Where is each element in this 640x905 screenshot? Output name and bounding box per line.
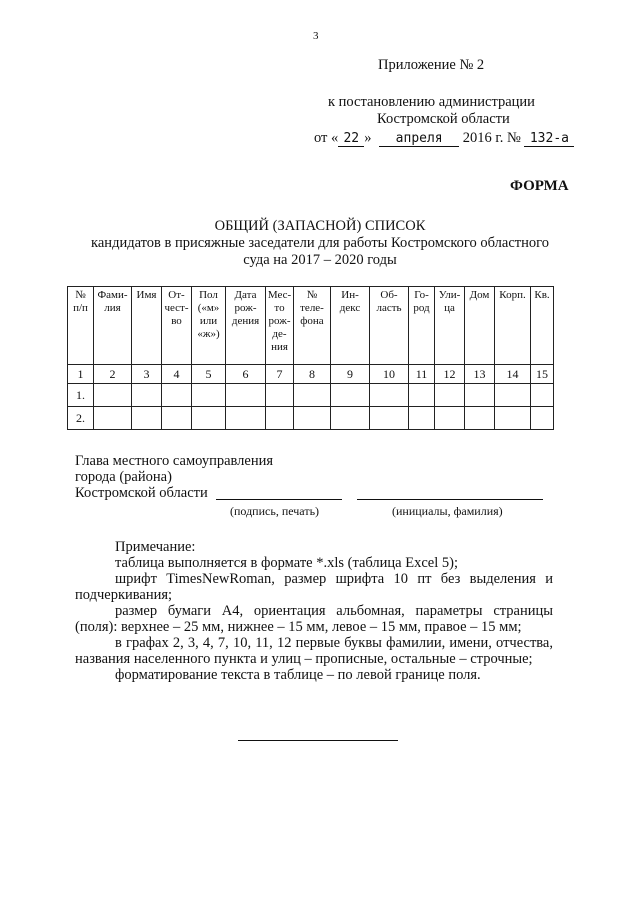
column-number: 1 bbox=[68, 365, 94, 384]
table-cell bbox=[162, 384, 192, 407]
column-header bbox=[495, 287, 531, 365]
column-header-text: де- bbox=[272, 328, 287, 340]
table-cell bbox=[531, 384, 554, 407]
column-number: 10 bbox=[370, 365, 409, 384]
table-cell bbox=[226, 407, 266, 430]
appendix-line-1: к постановлению администрации bbox=[328, 94, 535, 110]
table-cell bbox=[94, 407, 132, 430]
date-month: апреля bbox=[379, 132, 459, 147]
table-header-row bbox=[68, 287, 554, 365]
column-header-text: Имя bbox=[136, 289, 157, 301]
table-cell bbox=[495, 384, 531, 407]
table-cell bbox=[531, 407, 554, 430]
column-number: 11 bbox=[409, 365, 435, 384]
column-header bbox=[531, 287, 554, 365]
signature-line-2: города (района) bbox=[75, 469, 172, 485]
row-number: 1. bbox=[68, 384, 94, 407]
column-header-text: род bbox=[413, 302, 430, 314]
column-header-text: Об- bbox=[380, 289, 398, 301]
list-subtitle-2: суда на 2017 – 2020 годы bbox=[243, 252, 397, 268]
column-header-text: «ж») bbox=[197, 328, 220, 340]
column-header-text: ласть bbox=[376, 302, 402, 314]
table-cell bbox=[192, 407, 226, 430]
column-header-text: Мес- bbox=[267, 289, 292, 301]
column-number: 3 bbox=[132, 365, 162, 384]
column-header-text: то bbox=[274, 302, 285, 314]
column-header-text: Ин- bbox=[341, 289, 359, 301]
date-prefix: от « bbox=[314, 130, 339, 146]
table-cell bbox=[435, 384, 465, 407]
column-header bbox=[192, 287, 226, 365]
column-header bbox=[465, 287, 495, 365]
column-header bbox=[435, 287, 465, 365]
table-cell bbox=[294, 384, 331, 407]
column-number: 9 bbox=[331, 365, 370, 384]
column-header-text: фона bbox=[300, 315, 324, 327]
column-header-text: Корп. bbox=[499, 289, 526, 301]
table-cell bbox=[192, 384, 226, 407]
table-cell bbox=[409, 384, 435, 407]
list-title: ОБЩИЙ (ЗАПАСНОЙ) СПИСОК bbox=[214, 218, 426, 234]
column-header bbox=[294, 287, 331, 365]
column-header-text: Кв. bbox=[534, 289, 550, 301]
note-item: размер бумаги А4, ориентация альбомная, параметры страницы (поля): верхнее – 25 мм, нижнее – 15 мм, левое – 15 мм, правое – 15 мм; bbox=[75, 603, 553, 635]
column-header-text: Го- bbox=[414, 289, 429, 301]
column-number: 4 bbox=[162, 365, 192, 384]
column-number: 2 bbox=[94, 365, 132, 384]
candidate-table bbox=[67, 286, 554, 430]
column-header-text: Дом bbox=[469, 289, 490, 301]
column-header bbox=[132, 287, 162, 365]
signature-underline bbox=[216, 499, 342, 500]
initials-underline bbox=[357, 499, 543, 500]
column-header-text: дения bbox=[231, 315, 260, 327]
signature-line-1: Глава местного самоуправления bbox=[75, 453, 274, 469]
column-number: 15 bbox=[531, 365, 554, 384]
column-number: 12 bbox=[435, 365, 465, 384]
column-number: 5 bbox=[192, 365, 226, 384]
column-header-text: во bbox=[171, 315, 182, 327]
column-header-text: теле- bbox=[300, 302, 324, 314]
column-header-text: Дата bbox=[234, 289, 257, 301]
page-number: 3 bbox=[313, 30, 319, 42]
initials-caption: (инициалы, фамилия) bbox=[392, 504, 503, 518]
column-header bbox=[266, 287, 294, 365]
decree-number: 132-а bbox=[524, 132, 574, 147]
row-number: 2. bbox=[68, 407, 94, 430]
table-row bbox=[68, 384, 554, 407]
date-day: 22 bbox=[338, 132, 364, 147]
appendix-title: Приложение № 2 bbox=[378, 57, 485, 73]
table-cell bbox=[370, 384, 409, 407]
column-number: 13 bbox=[465, 365, 495, 384]
table-cell bbox=[465, 384, 495, 407]
note-item: шрифт TimesNewRoman, размер шрифта 10 пт без выделения и подчеркивания; bbox=[75, 571, 553, 603]
column-header bbox=[331, 287, 370, 365]
column-number: 14 bbox=[495, 365, 531, 384]
table-cell bbox=[465, 407, 495, 430]
column-header-text: От- bbox=[168, 289, 185, 301]
column-header-text: декс bbox=[339, 302, 361, 314]
column-header-text: рож- bbox=[268, 315, 291, 327]
column-header-text: ния bbox=[271, 341, 288, 353]
table-cell bbox=[132, 384, 162, 407]
column-header-text: чест- bbox=[164, 302, 189, 314]
column-number: 6 bbox=[226, 365, 266, 384]
column-header bbox=[68, 287, 94, 365]
note-item: форматирование текста в таблице – по левой границе поля. bbox=[115, 667, 481, 683]
column-header-text: № bbox=[75, 289, 86, 301]
column-header-text: лия bbox=[104, 302, 121, 314]
signature-line-3: Костромской области bbox=[75, 485, 208, 501]
column-header bbox=[370, 287, 409, 365]
table-cell bbox=[94, 384, 132, 407]
table-cell bbox=[132, 407, 162, 430]
list-subtitle-1: кандидатов в присяжные заседатели для работы Костромского областного bbox=[91, 235, 549, 251]
table-cell bbox=[331, 407, 370, 430]
appendix-line-2: Костромской области bbox=[377, 111, 510, 127]
table-cell bbox=[266, 407, 294, 430]
end-rule bbox=[238, 740, 398, 741]
date-mid: » bbox=[364, 130, 372, 146]
column-header bbox=[409, 287, 435, 365]
column-header-text: ца bbox=[444, 302, 455, 314]
column-number-row bbox=[68, 365, 554, 384]
table-cell bbox=[294, 407, 331, 430]
column-number: 8 bbox=[294, 365, 331, 384]
note-heading: Примечание: bbox=[115, 539, 196, 555]
note-item: таблица выполняется в формате *.xls (таблица Excel 5); bbox=[115, 555, 458, 571]
column-header-text: рож- bbox=[234, 302, 257, 314]
table-cell bbox=[495, 407, 531, 430]
table-cell bbox=[370, 407, 409, 430]
column-header bbox=[226, 287, 266, 365]
column-header-text: Фами- bbox=[97, 289, 128, 301]
table-cell bbox=[435, 407, 465, 430]
column-header bbox=[162, 287, 192, 365]
form-label: ФОРМА bbox=[510, 178, 569, 194]
column-header-text: или bbox=[199, 315, 218, 327]
column-header-text: № bbox=[306, 289, 318, 301]
appendix-date-line bbox=[314, 130, 574, 147]
column-header-text: («м» bbox=[197, 302, 220, 314]
date-year: 2016 г. № bbox=[462, 130, 521, 146]
note-block bbox=[75, 539, 553, 683]
table-cell bbox=[266, 384, 294, 407]
table-cell bbox=[331, 384, 370, 407]
table-row bbox=[68, 407, 554, 430]
table-cell bbox=[162, 407, 192, 430]
column-header-text: п/п bbox=[73, 302, 88, 314]
column-header-text: Ули- bbox=[438, 289, 461, 301]
table-cell bbox=[226, 384, 266, 407]
column-header bbox=[94, 287, 132, 365]
column-number: 7 bbox=[266, 365, 294, 384]
column-header-text: Пол bbox=[199, 289, 218, 301]
signature-caption: (подпись, печать) bbox=[230, 504, 320, 518]
note-item: в графах 2, 3, 4, 7, 10, 11, 12 первые буквы фамилии, имени, отчества, названия населенного пункта и улиц – прописные, остальные – строчные; bbox=[75, 635, 553, 667]
table-cell bbox=[409, 407, 435, 430]
